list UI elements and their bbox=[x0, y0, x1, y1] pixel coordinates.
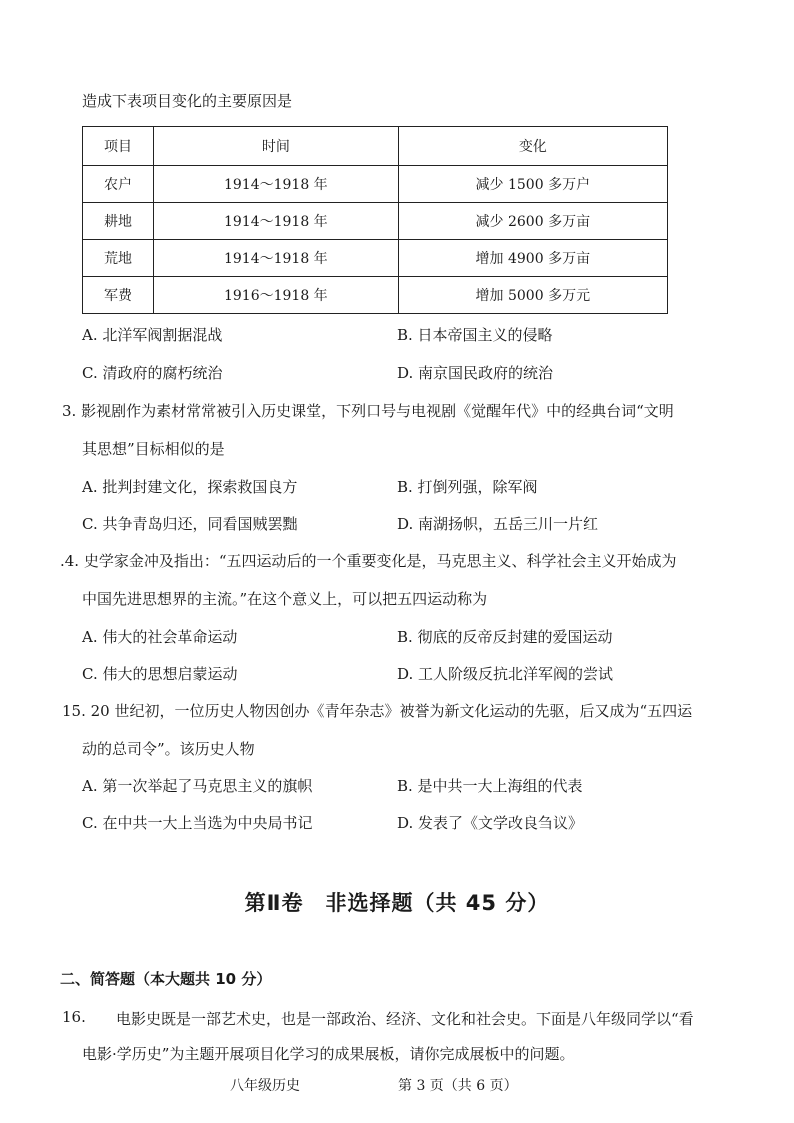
q13-option-d: D. 南湖扬帜，五岳三川一片红 bbox=[397, 515, 599, 533]
q15-option-a: A. 第一次举起了马克思主义的旗帜 bbox=[82, 777, 313, 795]
table-cell: 1914～1918 年 bbox=[154, 240, 399, 277]
q14-option-a: A. 伟大的社会革命运动 bbox=[82, 628, 238, 646]
table-header-row bbox=[83, 127, 668, 166]
q14-line-2: 中国先进思想界的主流。”在这个意义上，可以把五四运动称为 bbox=[82, 590, 488, 608]
q15-line-1: 15. 20 世纪初，一位历史人物因创办《青年杂志》被誉为新文化运动的先驱，后又成为“五四运 bbox=[62, 702, 693, 720]
q13-option-b: B. 打倒列强，除军阀 bbox=[397, 478, 538, 496]
q12-option-b: B. 日本帝国主义的侵略 bbox=[397, 326, 553, 344]
q14-option-d: D. 工人阶级反抗北洋军阀的尝试 bbox=[397, 665, 614, 683]
table-cell: 1914～1918 年 bbox=[154, 203, 399, 240]
q15-option-d: D. 发表了《文学改良刍议》 bbox=[397, 814, 584, 832]
q12-option-a: A. 北洋军阀割据混战 bbox=[82, 326, 223, 344]
q13-line-2: 其思想”目标相似的是 bbox=[82, 440, 225, 458]
table-cell: 荒地 bbox=[83, 240, 154, 277]
q14-option-c: C. 伟大的思想启蒙运动 bbox=[82, 665, 238, 683]
q14-option-b: B. 彻底的反帝反封建的爱国运动 bbox=[397, 628, 613, 646]
q15-line-2: 动的总司令”。该历史人物 bbox=[82, 740, 255, 758]
table-header: 变化 bbox=[398, 127, 667, 166]
footer-page-number: 第 3 页（共 6 页） bbox=[398, 1078, 518, 1094]
q13-line-1: 3. 影视剧作为素材常常被引入历史课堂，下列口号与电视剧《觉醒年代》中的经典台词“文明 bbox=[62, 402, 674, 420]
data-table bbox=[82, 126, 668, 314]
q12-option-c: C. 清政府的腐朽统治 bbox=[82, 364, 223, 382]
table-cell: 农户 bbox=[83, 166, 154, 203]
table-cell: 减少 2600 多万亩 bbox=[398, 203, 667, 240]
q16-number: 16. bbox=[62, 1008, 86, 1026]
q16-line-2: 电影·学历史”为主题开展项目化学习的成果展板，请你完成展板中的问题。 bbox=[82, 1045, 575, 1063]
table-cell: 1914～1918 年 bbox=[154, 166, 399, 203]
q13-option-a: A. 批判封建文化，探索救国良方 bbox=[82, 478, 298, 496]
q14-line-1: .4. 史学家金冲及指出：“五四运动后的一个重要变化是，马克思主义、科学社会主义开始成为 bbox=[60, 552, 677, 570]
table-header: 时间 bbox=[154, 127, 399, 166]
footer-subject: 八年级历史 bbox=[230, 1078, 300, 1094]
table-cell: 耕地 bbox=[83, 203, 154, 240]
table-row bbox=[83, 240, 668, 277]
table-row bbox=[83, 166, 668, 203]
table-header: 项目 bbox=[83, 127, 154, 166]
table-cell: 增加 5000 多万元 bbox=[398, 277, 667, 314]
q12-option-d: D. 南京国民政府的统治 bbox=[397, 364, 554, 382]
table-cell: 军费 bbox=[83, 277, 154, 314]
table-cell: 1916～1918 年 bbox=[154, 277, 399, 314]
q13-option-c: C. 共争青岛归还，同看国贼罢黜 bbox=[82, 515, 298, 533]
q16-line-1: 电影史既是一部艺术史，也是一部政治、经济、文化和社会史。下面是八年级同学以“看 bbox=[116, 1010, 694, 1028]
section-title: 第Ⅱ卷 非选择题（共 45 分） bbox=[244, 891, 550, 915]
table-row bbox=[83, 203, 668, 240]
q15-option-c: C. 在中共一大上当选为中央局书记 bbox=[82, 814, 313, 832]
q15-option-b: B. 是中共一大上海组的代表 bbox=[397, 777, 583, 795]
table-cell: 减少 1500 多万户 bbox=[398, 166, 667, 203]
table-cell: 增加 4900 多万亩 bbox=[398, 240, 667, 277]
q12-stem: 造成下表项目变化的主要原因是 bbox=[82, 92, 293, 110]
table-row bbox=[83, 277, 668, 314]
part-heading: 二、简答题（本大题共 10 分） bbox=[60, 970, 272, 988]
